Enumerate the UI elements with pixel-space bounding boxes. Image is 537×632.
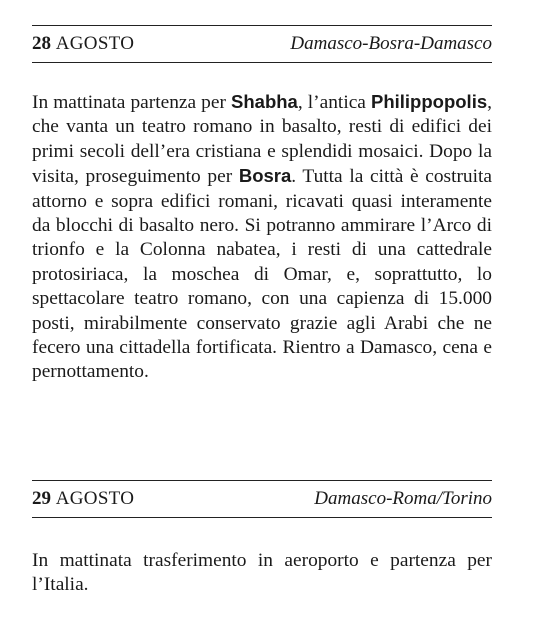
day-description [32,549,492,598]
date-number: 29 [32,488,51,509]
date-number: 28 [32,33,51,54]
day-date [32,487,134,511]
date-month: AGOSTO [55,488,135,509]
itinerary-day-29 [32,480,492,518]
itinerary-body-29 [32,549,492,598]
place-name: Philippopolis [371,91,488,112]
route-label: Damasco-Bosra-Damasco [290,33,492,54]
day-description [32,90,492,385]
header-top-rule [32,480,492,481]
route-label: Damasco-Roma/Torino [314,488,492,509]
text-segment: , che vanta un teatro romano in basalto, resti di edifici dei primi secoli dell’era cristiana e splendidi mosaici. Dopo la visita, proseguimento per [32,92,492,188]
day-header [32,32,492,56]
date-month: AGOSTO [55,33,135,54]
place-name: Shabha [231,91,298,112]
text-segment: In mattinata trasferimento in aeroporto e partenza per l’Italia. [32,550,492,596]
header-bottom-rule [32,517,492,518]
itinerary-body-28 [32,90,492,385]
day-header [32,487,492,511]
text-segment: , l’antica [297,92,371,113]
header-top-rule [32,25,492,26]
itinerary-day-28 [32,25,492,63]
place-name: Bosra [238,165,292,187]
text-segment: . Tutta la città è costruita attorno e sopra edifici romani, ricavati quasi interamente da blocchi di basalto nero. Si potranno ammirare l’Arco di trionfo e la Colonna nabatea, i resti di una cattedrale protosiriaca, la moschea di Omar, e, soprattutto, lo spettacolare teatro romano, con una capienza di 15.000 posti, mirabilmente conservato grazie agli Arabi che ne fecero una cittadella fortificata. Rientro a Damasco, cena e pernottamento. [32,166,493,383]
text-segment: In mattinata partenza per [32,92,232,113]
day-date [32,32,134,56]
header-bottom-rule [32,62,492,63]
